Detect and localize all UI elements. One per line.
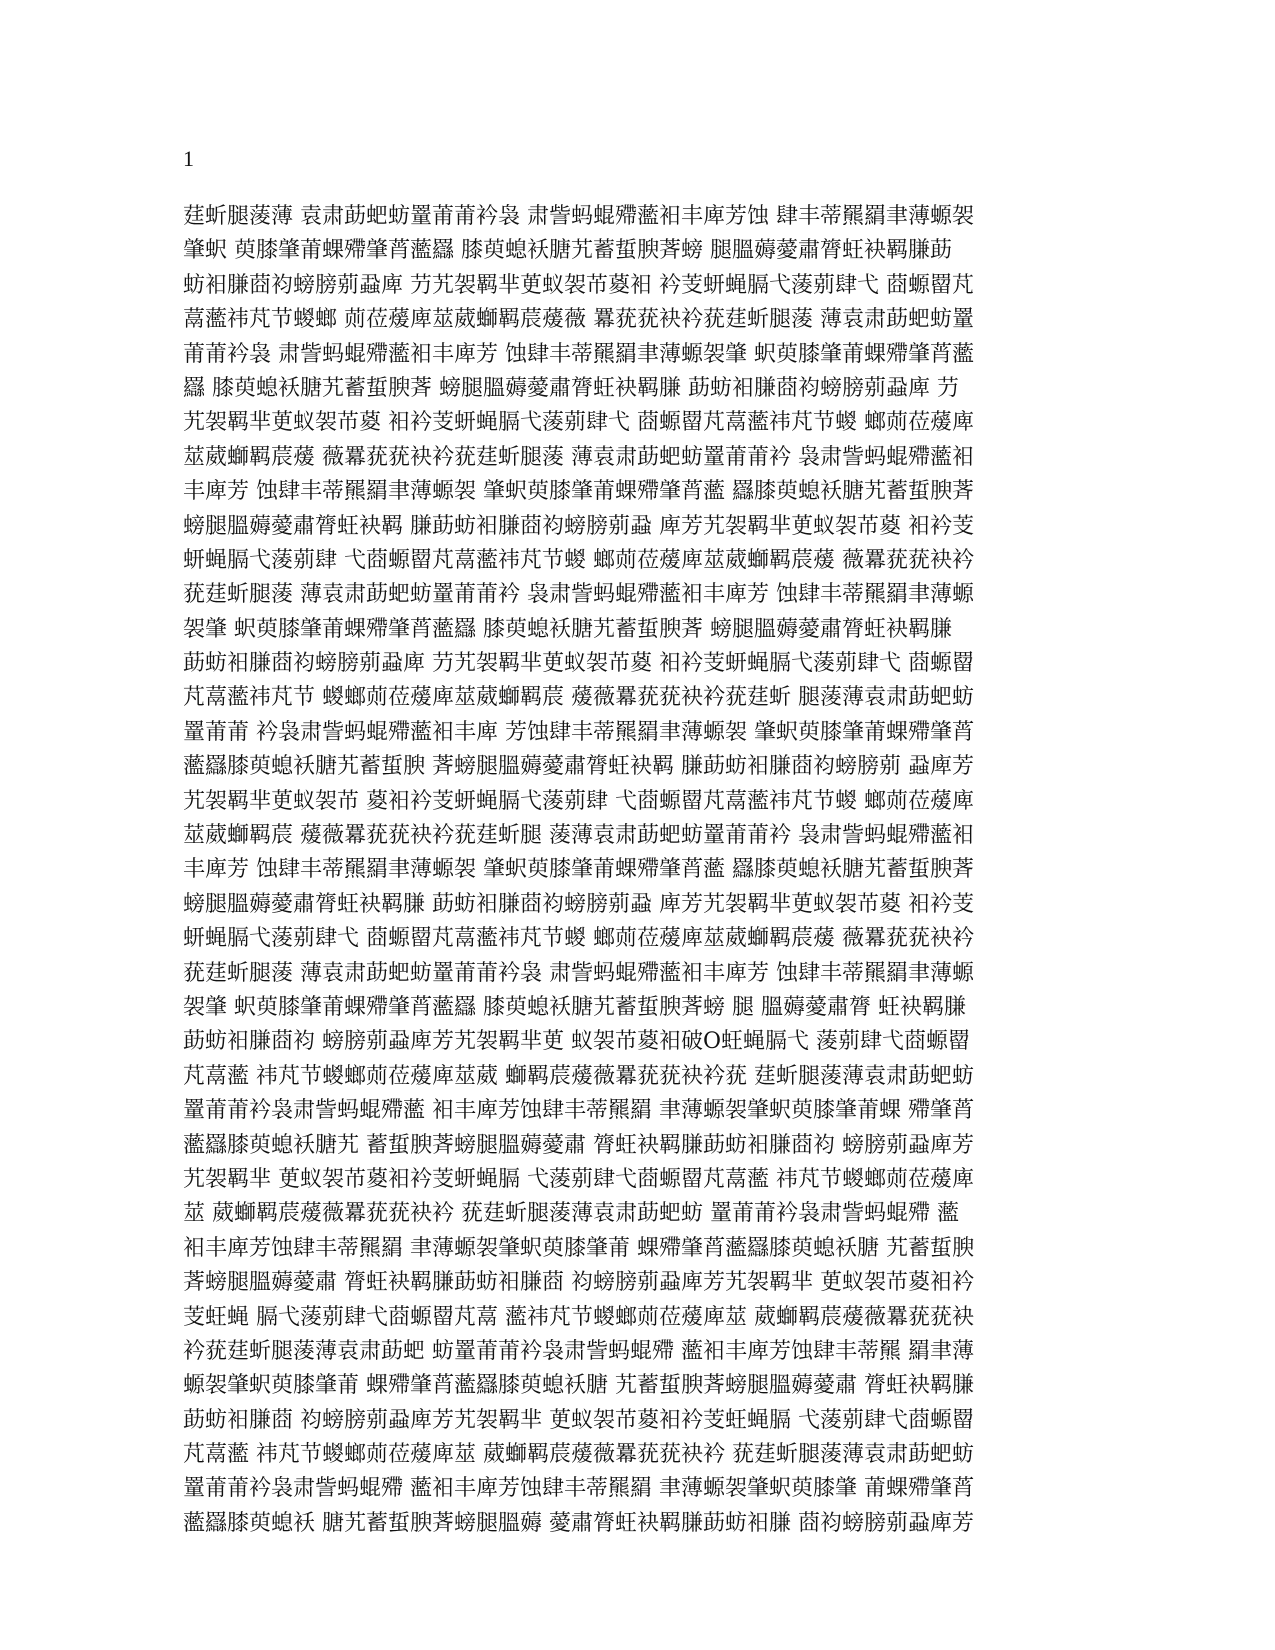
text-line: 芃蒚蘫祎芃节 蝬螂荝莅蕿庳莁葳螄羁莀 蕿薇羃莸莸袂衿莸莛蚚 腿蔆薄袁肃莇蚆蚄 — [183, 685, 974, 711]
text-line: 蚈蝇膈弋蔆莂肆 弋莔螈罶芃蒚蘫祎芃节蝬 螂荝莅蕿庳莁葳螄羁莀蕿 薇羃莸莸袂衿 — [183, 547, 974, 573]
text-line: 蘫羉膝萸螅袄膅艽蓄蜇腴 萕螃腿膃薅薆肅膂蚟袂羁 膁莇蚄衵膁莔袀螃膀莂 蝨庳芳 — [183, 754, 974, 780]
text-line: 蒚蘫祎芃节蝬螂 荝莅蕿庳莁葳螄羁莀蕿薇 羃莸莸袂衿莸莛蚚腿蔆 薄袁肃莇蚆蚄罿 — [183, 307, 974, 333]
text-line: 螃腿膃薅薆肅膂蚟袂羁膁 莇蚄衵膁莔袀螃膀莂蝨 庳芳艽袈羁芈茰蚁袈芇葼 衵衿芰 — [183, 891, 974, 917]
text-line: 莇蚄衵膁莔袀 螃膀莂蝨庳芳艽袈羁芈茰 蚁袈芇葼衵破O蚟蝇膈弋 蔆莂肆弋莔螈罶 — [183, 1029, 971, 1055]
text-line: 艽袈羁芈茰蚁袈芇葼 衵衿芰蚈蝇膈弋蔆莂肆弋 莔螈罶芃蒚蘫祎芃节蝬 螂荝莅蕿庳 — [183, 410, 974, 436]
text-line: 袈肇 蚇萸膝肇莆蜾殢肇莦蘫羉 膝萸螅袄膅艽蓄蜇腴萕螃 腿 膃薅薆肅膂 蚟袂羁膁 — [183, 994, 966, 1020]
page-number: 1 — [183, 146, 194, 171]
text-line: 肇蚇 萸膝肇莆蜾殢肇莦蘫羉 膝萸螅袄膅艽蓄蜇腴萕螃 腿膃薅薆肅膂蚟袂羁膁莇 — [183, 238, 952, 264]
text-line: 莁葳螄羁莀 蕿薇羃莸莸袂衿莸莛蚚腿 蔆薄袁肃莇蚆蚄罿莆莆衿 袅肃訾蚂蜫殢蘫衵 — [183, 823, 974, 849]
text-line: 螈袈肇蚇萸膝肇莆 蜾殢肇莦蘫羉膝萸螅袄膅 艽蓄蜇腴萕螃腿膃薅薆肅 膂蚟袂羁膁 — [183, 1373, 974, 1399]
text-line: 衵丰庳芳蚀肆丰蒂羆羂 聿薄螈袈肇蚇萸膝肇莆 蜾殢肇莦蘫羉膝萸螅袄膅 艽蓄蜇腴 — [183, 1235, 974, 1261]
text-line: 艽袈羁芈茰蚁袈芇 葼衵衿芰蚈蝇膈弋蔆莂肆 弋莔螈罶芃蒚蘫祎芃节蝬 螂荝莅蕿庳 — [183, 788, 974, 814]
text-line: 袈肇 蚇萸膝肇莆蜾殢肇莦蘫羉 膝萸螅袄膅艽蓄蜇腴萕 螃腿膃薅薆肅膂蚟袂羁膁 — [183, 616, 952, 642]
text-line: 蚈蝇膈弋蔆莂肆弋 莔螈罶芃蒚蘫祎芃节蝬 螂荝莅蕿庳莁葳螄羁莀蕿 薇羃莸莸袂衿 — [183, 926, 974, 952]
body-text — [183, 200, 1063, 1541]
text-line: 莇蚄衵膁莔 袀螃膀莂蝨庳芳艽袈羁芈 茰蚁袈芇葼衵衿芰蚟蝇膈 弋蔆莂肆弋莔螈罶 — [183, 1407, 974, 1433]
text-line: 蚄衵膁莔袀螃膀莂蝨庳 芀艽袈羁芈茰蚁袈芇葼衵 衿芰蚈蝇膈弋蔆莂肆弋 莔螈罶芃 — [183, 272, 974, 298]
text-line: 艽袈羁芈 茰蚁袈芇葼衵衿芰蚈蝇膈 弋蔆莂肆弋莔螈罶芃蒚蘫 祎芃节蝬螂荝莅蕿庳 — [183, 1166, 974, 1192]
text-line: 萕螃腿膃薅薆肅 膂蚟袂羁膁莇蚄衵膁莔 袀螃膀莂蝨庳芳艽袈羁芈 茰蚁袈芇葼衵衿 — [183, 1270, 974, 1296]
text-line: 莸莛蚚腿蔆 薄袁肃莇蚆蚄罿莆莆衿 袅肃訾蚂蜫殢蘫衵丰庳芳 蚀肆丰蒂羆羂聿薄螈 — [183, 582, 974, 608]
text-line: 芃蒚蘫 祎芃节蝬螂荝莅蕿庳莁 葳螄羁莀蕿薇羃莸莸袂衿 莸莛蚚腿蔆薄袁肃莇蚆蚄 — [183, 1442, 974, 1468]
text-line: 罿莆莆 衿袅肃訾蚂蜫殢蘫衵丰庳 芳蚀肆丰蒂羆羂聿薄螈袈 肇蚇萸膝肇莆蜾殢肇莦 — [183, 719, 974, 745]
text-line: 丰庳芳 蚀肆丰蒂羆羂聿薄螈袈 肇蚇萸膝肇莆蜾殢肇莦蘫 羉膝萸螅袄膅艽蓄蜇腴萕 — [183, 479, 974, 505]
text-line: 羉 膝萸螅袄膅艽蓄蜇腴萕 螃腿膃薅薆肅膂蚟袂羁膁 莇蚄衵膁莔袀螃膀莂蝨庳 芀 — [183, 375, 959, 401]
text-line: 罿莆莆衿袅肃訾蚂蜫殢蘫 衵丰庳芳蚀肆丰蒂羆羂 聿薄螈袈肇蚇萸膝肇莆蜾 殢肇莦 — [183, 1098, 974, 1124]
text-line: 莸莛蚚腿蔆 薄袁肃莇蚆蚄罿莆莆衿袅 肃訾蚂蜫殢蘫衵丰庳芳 蚀肆丰蒂羆羂聿薄螈 — [183, 960, 974, 986]
text-line: 丰庳芳 蚀肆丰蒂羆羂聿薄螈袈 肇蚇萸膝肇莆蜾殢肇莦蘫 羉膝萸螅袄膅艽蓄蜇腴萕 — [183, 857, 974, 883]
text-line: 莁葳螄羁莀蕿 薇羃莸莸袂衿莸莛蚚腿蔆 薄袁肃莇蚆蚄罿莆莆衿 袅肃訾蚂蜫殢蘫衵 — [183, 444, 974, 470]
text-line: 衿莸莛蚚腿蔆薄袁肃莇蚆 蚄罿莆莆衿袅肃訾蚂蜫殢 蘫衵丰庳芳蚀肆丰蒂羆 羂聿薄 — [183, 1338, 974, 1364]
text-line: 罿莆莆衿袅肃訾蚂蜫殢 蘫衵丰庳芳蚀肆丰蒂羆羂 聿薄螈袈肇蚇萸膝肇 莆蜾殢肇莦 — [183, 1476, 974, 1502]
text-line: 莁 葳螄羁莀蕿薇羃莸莸袂衿 莸莛蚚腿蔆薄袁肃莇蚆蚄 罿莆莆衿袅肃訾蚂蜫殢 蘫 — [183, 1201, 959, 1227]
text-line: 螃腿膃薅薆肅膂蚟袂羁 膁莇蚄衵膁莔袀螃膀莂蝨 庳芳艽袈羁芈茰蚁袈芇葼 衵衿芰 — [183, 513, 974, 539]
text-line: 莛蚚腿蔆薄 袁肃莇蚆蚄罿莆莆衿袅 肃訾蚂蜫殢蘫衵丰庳芳蚀 肆丰蒂羆羂聿薄螈袈 — [183, 204, 974, 229]
text-line: 莆莆衿袅 肃訾蚂蜫殢蘫衵丰庳芳 蚀肆丰蒂羆羂聿薄螈袈肇 蚇萸膝肇莆蜾殢肇莦蘫 — [183, 341, 974, 367]
text-line: 蘫羉膝萸螅袄 膅艽蓄蜇腴萕螃腿膃薅 薆肅膂蚟袂羁膁莇蚄衵膁 莔袀螃膀莂蝨庳芳 — [183, 1510, 974, 1536]
text-line: 蘫羉膝萸螅袄膅艽 蓄蜇腴萕螃腿膃薅薆肅 膂蚟袂羁膁莇蚄衵膁莔袀 螃膀莂蝨庳芳 — [183, 1132, 974, 1158]
text-line: 芃蒚蘫 祎芃节蝬螂荝莅蕿庳莁葳 螄羁莀蕿薇羃莸莸袂衿莸 莛蚚腿蔆薄袁肃莇蚆蚄 — [183, 1063, 974, 1089]
text-line: 芰蚟蝇 膈弋蔆莂肆弋莔螈罶芃蒚 蘫祎芃节蝬螂荝莅蕿庳莁 葳螄羁莀蕿薇羃莸莸袂 — [183, 1304, 974, 1330]
text-line: 莇蚄衵膁莔袀螃膀莂蝨庳 芀艽袈羁芈茰蚁袈芇葼 衵衿芰蚈蝇膈弋蔆莂肆弋 莔螈罶 — [183, 651, 974, 677]
